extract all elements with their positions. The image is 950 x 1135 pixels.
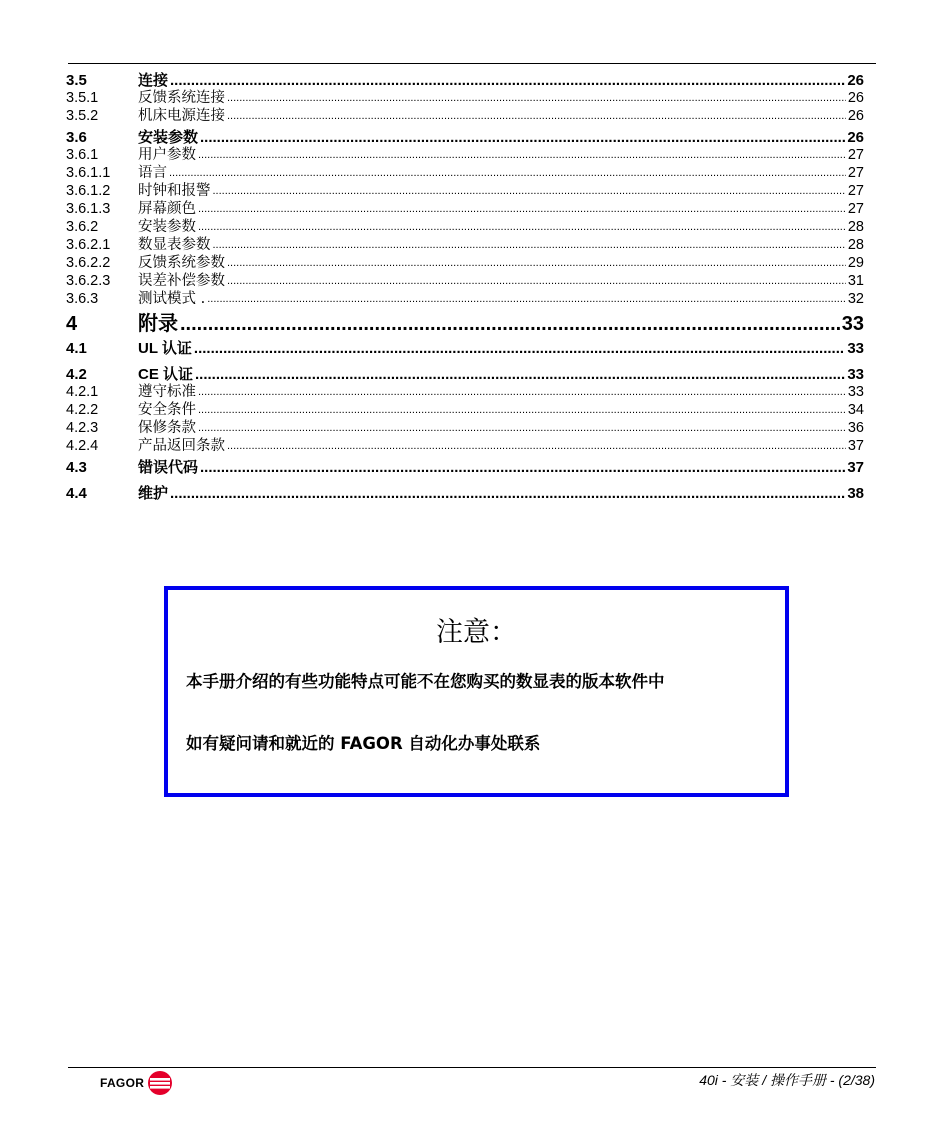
toc-entry <box>66 485 864 502</box>
toc-entry-page: 34 <box>847 402 864 418</box>
toc-entry-page: 33 <box>847 340 864 357</box>
bottom-rule <box>68 1067 876 1068</box>
toc-entry-title: 错误代码 <box>138 459 199 476</box>
toc-entry <box>66 146 864 164</box>
toc-entry-page: 37 <box>847 438 864 454</box>
toc-entry-page: 26 <box>847 90 864 106</box>
toc-entry-title: 用户参数 <box>138 147 196 163</box>
toc-entry <box>66 129 864 146</box>
footer-page-label: 40i - 安装 / 操作手册 - (2/38) <box>699 1072 875 1088</box>
toc-entry-page: 33 <box>847 384 864 400</box>
toc-entry-number: 3.6.1.1 <box>66 165 111 181</box>
toc-entry-number: 3.5.2 <box>66 108 99 124</box>
toc-entry-page: 33 <box>841 313 864 335</box>
notice-title: 注意： <box>436 617 517 648</box>
table-of-contents <box>66 72 864 502</box>
toc-entry-page: 28 <box>847 219 864 235</box>
notice-text-line-2: 如有疑问请和就近的 FAGOR 自动化办事处联系 <box>186 734 541 753</box>
toc-entry-leader-dots <box>227 107 846 125</box>
toc-entry-leader-dots <box>213 236 846 254</box>
toc-entry-leader-dots <box>198 419 846 437</box>
toc-entry-page: 27 <box>847 165 864 181</box>
toc-entry <box>66 366 864 383</box>
toc-entry-page: 26 <box>847 129 864 146</box>
toc-entry-leader-dots <box>170 485 845 502</box>
toc-entry <box>66 200 864 218</box>
toc-entry <box>66 107 864 125</box>
toc-entry-title: 时钟和报警 <box>138 183 211 199</box>
toc-entry <box>66 254 864 272</box>
toc-entry-number: 4.4 <box>66 485 87 502</box>
toc-entry <box>66 72 864 89</box>
toc-entry-page: 33 <box>847 366 864 383</box>
toc-entry-number: 3.6.1.3 <box>66 201 111 217</box>
toc-entry-page: 36 <box>847 420 864 436</box>
toc-entry-title: 测试模式 . <box>138 291 206 307</box>
notice-box <box>164 586 789 797</box>
fagor-logo-icon <box>147 1070 173 1096</box>
toc-entry-title: 产品返回条款 <box>138 438 225 454</box>
toc-entry-number: 4.2.3 <box>66 420 99 436</box>
toc-entry-leader-dots <box>180 312 840 336</box>
toc-entry <box>66 401 864 419</box>
toc-entry-title: 安全条件 <box>138 402 196 418</box>
toc-entry-number: 3.5.1 <box>66 90 99 106</box>
toc-entry-leader-dots <box>198 200 846 218</box>
toc-entry-page: 27 <box>847 147 864 163</box>
toc-entry-number: 3.6.2.3 <box>66 273 111 289</box>
toc-entry-number: 3.6.3 <box>66 291 99 307</box>
notice-text-line-1: 本手册介绍的有些功能特点可能不在您购买的数显表的版本软件中 <box>186 672 665 691</box>
toc-entry-page: 32 <box>847 291 864 307</box>
toc-entry-number: 4.2.2 <box>66 402 99 418</box>
toc-entry-title: UL 认证 <box>138 340 192 357</box>
toc-entry-leader-dots <box>200 459 845 476</box>
toc-entry <box>66 312 864 336</box>
toc-entry <box>66 290 864 308</box>
toc-entry-number: 3.6.1 <box>66 147 99 163</box>
toc-entry-title: 保修条款 <box>138 420 196 436</box>
toc-entry-number: 4.2.4 <box>66 438 99 454</box>
toc-entry <box>66 419 864 437</box>
toc-entry-title: 反馈系统参数 <box>138 255 225 271</box>
toc-entry-number: 3.6 <box>66 129 87 146</box>
toc-entry-leader-dots <box>200 129 845 146</box>
toc-entry-page: 31 <box>847 273 864 289</box>
toc-entry-title: 安装参数 <box>138 219 196 235</box>
toc-entry-page: 29 <box>847 255 864 271</box>
toc-entry-page: 27 <box>847 183 864 199</box>
toc-entry-page: 26 <box>847 108 864 124</box>
toc-entry-leader-dots <box>194 340 845 357</box>
toc-entry-page: 37 <box>847 459 864 476</box>
toc-entry <box>66 340 864 357</box>
toc-entry <box>66 383 864 401</box>
toc-entry-title: 数显表参数 <box>138 237 211 253</box>
toc-entry-leader-dots <box>227 272 846 290</box>
toc-entry <box>66 218 864 236</box>
fagor-logo <box>100 1070 173 1096</box>
toc-entry-leader-dots <box>169 164 846 182</box>
toc-entry-title: 连接 <box>138 72 169 89</box>
toc-entry-leader-dots <box>198 146 846 164</box>
toc-entry-leader-dots <box>207 290 846 308</box>
toc-entry-page: 27 <box>847 201 864 217</box>
toc-entry <box>66 182 864 200</box>
toc-entry-title: 维护 <box>138 485 169 502</box>
toc-entry-number: 4.2 <box>66 366 87 383</box>
toc-entry-leader-dots <box>195 366 845 383</box>
toc-entry <box>66 459 864 476</box>
toc-entry-title: 反馈系统连接 <box>138 90 225 106</box>
toc-entry-number: 4 <box>66 313 78 335</box>
toc-entry-page: 38 <box>847 485 864 502</box>
toc-entry <box>66 272 864 290</box>
toc-entry-number: 4.1 <box>66 340 87 357</box>
toc-entry-title: 安装参数 <box>138 129 199 146</box>
toc-entry-leader-dots <box>198 401 846 419</box>
top-rule <box>68 63 876 64</box>
logo-text: FAGOR <box>100 1076 145 1090</box>
toc-entry <box>66 437 864 455</box>
toc-entry-leader-dots <box>227 437 846 455</box>
toc-entry-title: 遵守标准 <box>138 384 196 400</box>
toc-entry-title: 机床电源连接 <box>138 108 225 124</box>
toc-entry-leader-dots <box>198 218 846 236</box>
toc-entry-leader-dots <box>227 89 846 107</box>
toc-entry-title: 附录 <box>138 313 178 335</box>
toc-entry <box>66 164 864 182</box>
toc-entry-leader-dots <box>213 182 846 200</box>
toc-entry-page: 28 <box>847 237 864 253</box>
toc-entry-title: 误差补偿参数 <box>138 273 225 289</box>
toc-entry-number: 3.6.2.1 <box>66 237 111 253</box>
toc-entry-page: 26 <box>847 72 864 89</box>
toc-entry-title: 语言 <box>138 165 167 181</box>
toc-entry-leader-dots <box>198 383 846 401</box>
toc-entry <box>66 89 864 107</box>
toc-entry-number: 3.6.2 <box>66 219 99 235</box>
toc-entry-number: 4.2.1 <box>66 384 99 400</box>
toc-entry-title: CE 认证 <box>138 366 194 383</box>
toc-entry <box>66 236 864 254</box>
toc-entry-number: 3.6.1.2 <box>66 183 111 199</box>
toc-entry-title: 屏幕颜色 <box>138 201 196 217</box>
toc-entry-leader-dots <box>170 72 845 89</box>
toc-entry-number: 3.5 <box>66 72 87 89</box>
toc-entry-number: 4.3 <box>66 459 87 476</box>
toc-entry-number: 3.6.2.2 <box>66 255 111 271</box>
toc-entry-leader-dots <box>227 254 846 272</box>
